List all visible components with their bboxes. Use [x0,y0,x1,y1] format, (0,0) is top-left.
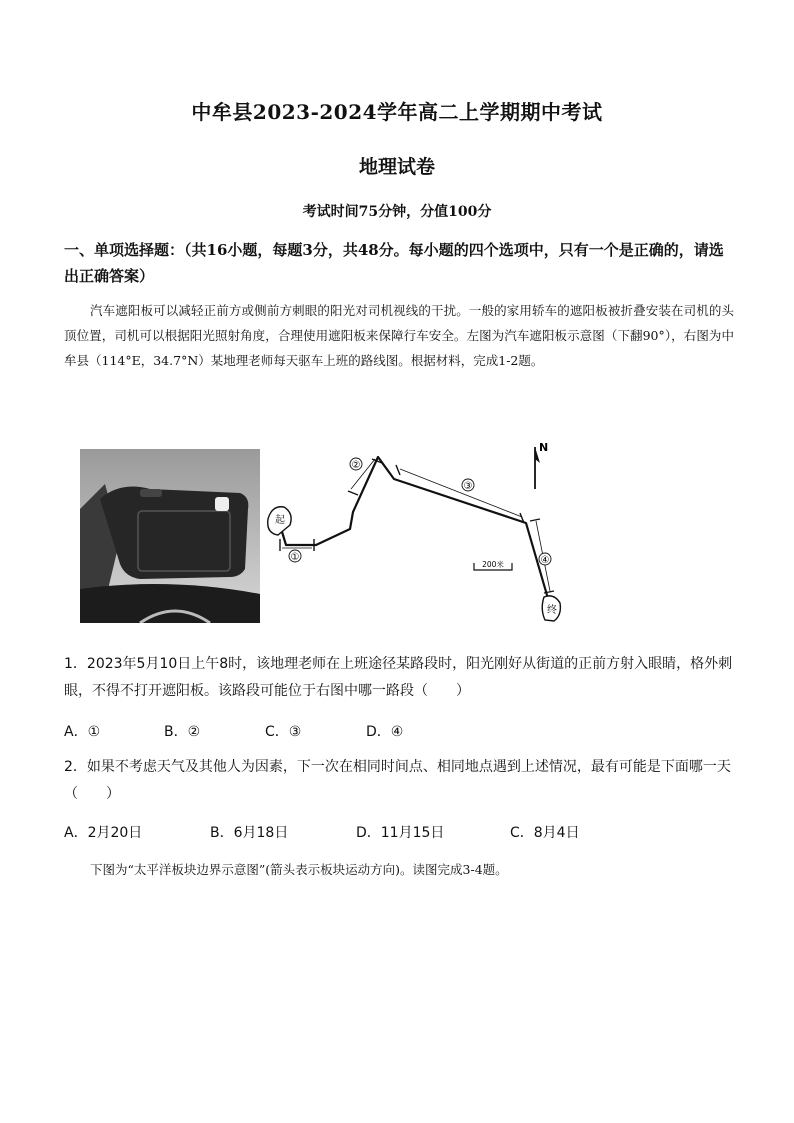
sun-visor-photo [80,449,260,623]
exam-subject: 地理试卷 [358,156,435,178]
option-b[interactable]: B．6月18日 [210,825,289,841]
option-d[interactable]: D．④ [366,724,404,740]
question-1: 1．2023年5月10日上午8时，该地理老师在上班途径某路段时，阳光刚好从街道的正前方射入眼睛，格外刺眼，不得不打开遮阳板。该路段可能位于右图中哪一路段（ ） [64,656,733,699]
option-a[interactable]: A．① [64,724,101,740]
svg-text:①: ① [290,552,300,563]
svg-text:②: ② [351,460,361,471]
segment-2-label [350,458,362,471]
start-marker [268,507,291,535]
segment-4-label [539,553,551,566]
start-label: 起 [275,515,285,526]
svg-text:④: ④ [540,555,550,566]
scale-bar [474,559,512,570]
segment-3-label [462,479,474,492]
section-heading: 一、单项选择题：（共16小题，每题3分，共48分。每小题的四个选项中，只有一个是正确的，请选出正确答案） [64,241,724,285]
option-c[interactable]: C．③ [265,724,302,740]
end-label: 终 [547,605,557,616]
option-a[interactable]: A．2月20日 [64,825,143,841]
question-1-options [64,721,734,741]
material-text: 汽车遮阳板可以减轻正前方或侧前方刺眼的阳光对司机视线的干扰。一般的家用轿车的遮阳板被折叠安装在司机的头顶位置，司机可以根据阳光照射角度，合理使用遮阳板来保障行车安全。左图为汽车遮阳板示意图（下翻90°），右图为中牟县（114°E，34.7°N）某地理老师每天驱车上班的路线图。根据材料，完成1-2题。 [64,303,734,368]
option-c[interactable]: C．8月4日 [510,825,580,841]
svg-text:③: ③ [463,481,473,492]
question-2: 2．如果不考虑天气及其他人为因素，下一次在相同时间点、相同地点遇到上述情况，最有可能是下面哪一天（ ） [64,759,731,802]
question-2-options [64,822,734,842]
route-map [264,437,584,632]
segment-1-label [289,550,301,563]
exam-title: 中牟县2023-2024学年高二上学期期中考试 [191,100,603,124]
material-2-text: 下图为“太平洋板块边界示意图”(箭头表示板块运动方向)。读图完成3-4题。 [90,862,508,877]
end-marker [542,596,560,621]
north-label: N [539,441,549,454]
exam-info: 考试时间75分钟，分值100分 [302,204,492,220]
option-d[interactable]: D．11月15日 [356,825,445,841]
option-b[interactable]: B．② [164,724,201,740]
north-arrow-icon [535,441,548,489]
scale-label: 200米 [482,560,504,569]
